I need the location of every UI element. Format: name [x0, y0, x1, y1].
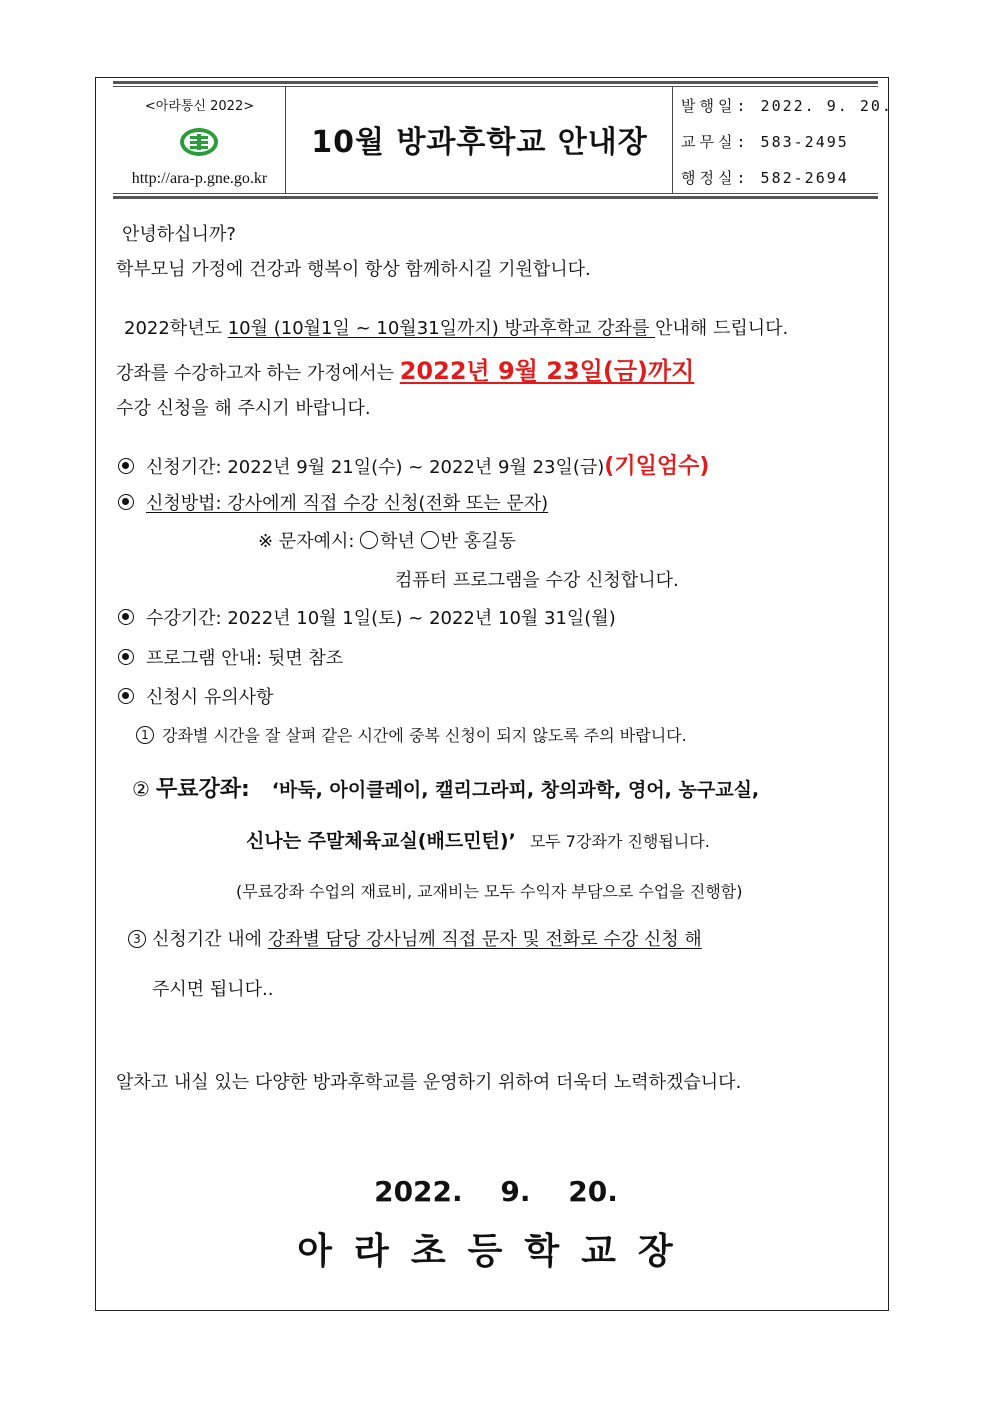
- blank-circle-icon: [421, 531, 439, 549]
- sms-example-line-2: 컴퓨터 프로그램을 수강 신청합니다.: [395, 570, 679, 591]
- note-2: ② 무료강좌: ‘바둑, 아이클레이, 캘리그라피, 창의과학, 영어, 농구교실,: [132, 777, 760, 802]
- bullet-icon: [118, 458, 134, 474]
- deadline-text: 2022년 9월 23일(금)까지: [399, 357, 695, 385]
- bullet-icon: [118, 649, 134, 665]
- item-notes-title: 신청시 유의사항: [118, 683, 273, 709]
- signature-date: 2022. 9. 20.: [374, 1175, 618, 1208]
- issue-date-row: 발행일: 2022. 9. 20.: [681, 97, 893, 115]
- blank-circle-icon: [360, 531, 378, 549]
- school-logo-icon: [179, 127, 219, 157]
- header-title-cell: [286, 87, 673, 193]
- greeting-line-1: 안녕하십니까?: [122, 224, 236, 245]
- greeting-line-2: 학부모님 가정에 건강과 행복이 항상 함께하시길 기원합니다.: [116, 259, 591, 280]
- signature-principal: 아라초등학교장: [297, 1231, 695, 1272]
- note-3-line-2: 주시면 됩니다..: [152, 979, 274, 1000]
- bullet-icon: [118, 688, 134, 704]
- closing-line: 알차고 내실 있는 다양한 방과후학교를 운영하기 위하여 더욱더 노력하겠습니다.: [116, 1072, 742, 1093]
- bullet-icon: [118, 609, 134, 625]
- item-course-period: 수강기간: 2022년 10월 1일(토) ~ 2022년 10월 31일(월): [118, 604, 616, 630]
- note-2-paren: (무료강좌 수업의 재료비, 교재비는 모두 수익자 부담으로 수업을 진행함): [236, 882, 743, 901]
- intro-line-3: 수강 신청을 해 주시기 바랍니다.: [116, 398, 371, 419]
- school-url[interactable]: http://ara-p.gne.go.kr: [131, 170, 268, 187]
- item-application-method: 신청방법: 강사에게 직접 수강 신청(전화 또는 문자): [118, 489, 548, 515]
- bullet-icon: [118, 494, 134, 510]
- item-application-period: 신청기간: 2022년 9월 21일(수) ~ 2022년 9월 23일(금)(기일엄수): [118, 449, 709, 480]
- header-left-cell: [113, 87, 286, 193]
- newsletter-name: <아라통신 2022>: [144, 99, 255, 114]
- sms-example-line-1: ※ 문자예시: 학년 반 홍길동: [258, 531, 516, 552]
- header-bottom-rule-thick: [113, 196, 878, 199]
- office-phone-row: 교무실: 583-2495: [681, 133, 849, 151]
- header-info-cell: [673, 87, 893, 193]
- letter-header: [113, 87, 893, 196]
- note-2-line-2: 신나는 주말체육교실(배드민턴)’ 모두 7강좌가 진행됩니다.: [246, 830, 710, 852]
- admin-phone-row: 행정실: 582-2694: [681, 169, 849, 187]
- note-3: 3 신청기간 내에 강좌별 담당 강사님께 직접 문자 및 전화로 수강 신청 해: [128, 925, 702, 951]
- note-1: 1 강좌별 시간을 잘 살펴 같은 시간에 중복 신청이 되지 않도록 주의 바랍니다.: [136, 723, 687, 746]
- intro-line-2: 강좌를 수강하고자 하는 가정에서는 2022년 9월 23일(금)까지: [116, 357, 695, 385]
- intro-line-1: 2022학년도 10월 (10월1일 ~ 10월31일까지) 방과후학교 강좌를 안내해 드립니다.: [124, 318, 789, 339]
- page-title: 10월 방과후학교 안내장: [311, 125, 648, 160]
- item-program-guide: 프로그램 안내: 뒷면 참조: [118, 644, 343, 670]
- header-top-rule: [113, 81, 878, 84]
